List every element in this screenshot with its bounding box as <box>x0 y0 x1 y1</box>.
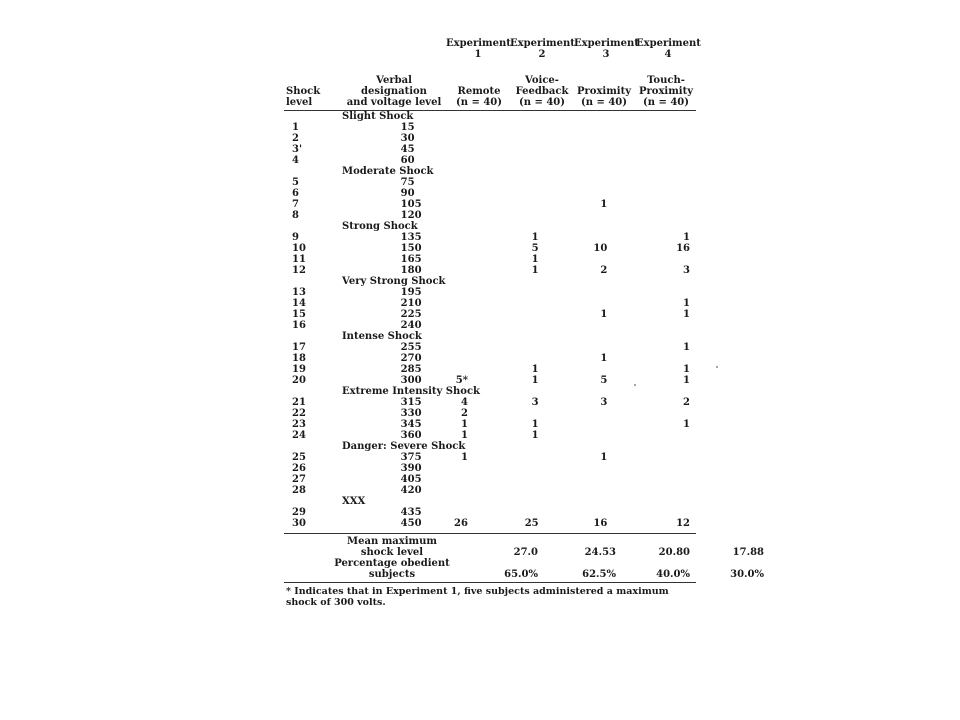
experiment-3-cell <box>559 474 628 485</box>
voltage-cell: 270 <box>400 353 422 364</box>
experiment-4-cell <box>627 155 696 166</box>
experiment-4-cell <box>627 430 696 441</box>
experiment-2-cell: 1 <box>531 265 539 276</box>
category-row <box>284 221 696 232</box>
experiment-1-cell <box>421 265 490 276</box>
voltage-cell: 300 <box>400 375 422 386</box>
experiment-4-cell <box>627 254 696 265</box>
experiment-3-cell <box>559 430 628 441</box>
shock-level-cell: 29 <box>292 507 306 518</box>
voltage-cell: 60 <box>400 155 415 166</box>
experiment-4-cell: 12 <box>676 518 690 529</box>
summary-value: 20.80 <box>658 547 690 558</box>
experiment-1-cell <box>421 199 490 210</box>
table-row <box>284 177 696 188</box>
table-row <box>284 320 696 331</box>
experiment-2-cell <box>490 507 559 518</box>
experiment-number: 4 <box>664 49 672 60</box>
voice-feedback-heading <box>512 75 572 108</box>
table-row <box>284 507 696 518</box>
table-row <box>284 122 696 133</box>
category-row <box>284 496 696 507</box>
experiment-4-cell <box>627 210 696 221</box>
shock-distribution-table <box>284 111 696 529</box>
footnote-rule <box>284 582 696 583</box>
experiment-4-cell <box>627 188 696 199</box>
category-row <box>284 276 696 287</box>
voltage-cell: 225 <box>400 309 422 320</box>
table-row <box>284 408 696 419</box>
voltage-cell: 165 <box>400 254 422 265</box>
shock-level-cell: 5 <box>292 177 299 188</box>
experiment-3-cell <box>559 298 628 309</box>
experiment-2-cell <box>490 452 559 463</box>
experiment-2-cell: 3 <box>531 397 539 408</box>
voltage-cell: 120 <box>400 210 422 221</box>
experiment-4-cell: 3 <box>683 265 690 276</box>
experiment-3-cell <box>559 254 628 265</box>
experiment-1-cell <box>421 463 490 474</box>
experiment-2-cell: 1 <box>531 364 539 375</box>
experiment-4-cell: 16 <box>676 243 690 254</box>
experiment-3-cell <box>559 133 628 144</box>
experiment-3-cell: 10 <box>593 243 608 254</box>
mean-maximum-row <box>284 536 768 558</box>
experiment-3-cell <box>559 320 628 331</box>
table-row <box>284 133 696 144</box>
shock-level-cell: 28 <box>292 485 306 496</box>
heading-line: Verbal designation <box>361 75 427 97</box>
table-row <box>284 144 696 155</box>
table-row <box>284 243 696 254</box>
experiment-4-heading <box>636 38 700 60</box>
experiment-label: Experiment <box>636 38 701 49</box>
experiment-3-cell <box>559 342 628 353</box>
shock-level-cell: 20 <box>292 375 306 386</box>
experiment-1-cell: 1 <box>461 430 468 441</box>
voltage-cell: 330 <box>400 408 422 419</box>
experiment-3-heading <box>574 38 638 60</box>
experiment-2-cell <box>490 298 559 309</box>
experiment-2-cell <box>490 287 559 298</box>
category-label: Extreme Intensity Shock <box>342 386 480 397</box>
experiment-2-cell <box>490 485 559 496</box>
heading-line: Touch- <box>647 75 685 86</box>
shock-level-cell: 18 <box>292 353 306 364</box>
shock-level-cell: 7 <box>292 199 299 210</box>
voltage-cell: 105 <box>400 199 422 210</box>
summary-label-line: subjects <box>368 569 416 580</box>
experiment-3-cell <box>559 408 628 419</box>
experiment-3-cell <box>559 122 628 133</box>
table-row <box>284 430 696 441</box>
experiment-2-heading <box>510 38 574 60</box>
summary-value: 40.0% <box>656 569 690 580</box>
shock-level-cell: 11 <box>292 254 306 265</box>
experiment-3-cell <box>559 419 628 430</box>
shock-level-cell: 22 <box>292 408 306 419</box>
voltage-cell: 15 <box>400 122 415 133</box>
experiment-4-cell <box>627 199 696 210</box>
voltage-cell: 240 <box>400 320 422 331</box>
experiment-1-cell <box>421 155 490 166</box>
shock-level-cell: 9 <box>292 232 299 243</box>
experiment-4-cell <box>627 122 696 133</box>
experiment-4-cell: 1 <box>683 375 690 386</box>
experiment-1-cell <box>421 485 490 496</box>
heading-line: Remote <box>457 86 501 97</box>
experiment-1-cell <box>421 254 490 265</box>
experiment-4-cell <box>627 133 696 144</box>
experiment-label: Experiment <box>446 38 511 49</box>
experiment-1-cell: 4 <box>461 397 468 408</box>
experiment-3-cell <box>559 287 628 298</box>
table-header <box>284 38 701 108</box>
experiment-2-cell <box>490 177 559 188</box>
experiment-4-cell: 1 <box>683 309 690 320</box>
experiment-2-cell: 5 <box>531 243 539 254</box>
voltage-cell: 285 <box>400 364 422 375</box>
experiment-1-cell: 26 <box>454 518 468 529</box>
experiment-1-cell <box>421 507 490 518</box>
category-row <box>284 111 696 122</box>
voltage-cell: 30 <box>400 133 415 144</box>
shock-level-cell: 17 <box>292 342 306 353</box>
category-label: Danger: Severe Shock <box>342 441 466 452</box>
experiment-1-cell <box>421 133 490 144</box>
heading-line: level <box>286 97 313 108</box>
shock-level-cell: 4 <box>292 155 299 166</box>
category-label: Strong Shock <box>342 221 418 232</box>
experiment-2-cell <box>490 210 559 221</box>
table-row <box>284 199 696 210</box>
experiment-2-cell <box>490 133 559 144</box>
results-table-page <box>284 38 764 608</box>
footnote: * Indicates that in Experiment 1, five subjects administered a maximum shock of 300 volts. <box>286 586 669 608</box>
experiment-3-cell <box>559 177 628 188</box>
voltage-cell: 315 <box>400 397 422 408</box>
shock-level-cell: 15 <box>292 309 306 320</box>
heading-line: and voltage level <box>346 97 442 108</box>
experiment-3-cell <box>559 232 628 243</box>
category-label: Very Strong Shock <box>342 276 446 287</box>
experiment-3-cell: 1 <box>600 199 608 210</box>
experiment-1-cell: 2 <box>461 408 468 419</box>
table-row <box>284 397 696 408</box>
experiment-1-cell <box>421 474 490 485</box>
experiment-2-cell <box>490 188 559 199</box>
experiment-number: 2 <box>538 49 546 60</box>
experiment-4-cell <box>627 320 696 331</box>
experiment-1-cell <box>421 144 490 155</box>
shock-level-heading <box>286 86 320 108</box>
verbal-designation-heading <box>342 75 446 108</box>
heading-line: Feedback <box>515 86 569 97</box>
experiment-1-cell <box>421 232 490 243</box>
experiment-3-cell: 1 <box>600 353 608 364</box>
experiment-1-cell <box>421 309 490 320</box>
voltage-cell: 375 <box>400 452 422 463</box>
experiment-2-cell <box>490 309 559 320</box>
shock-level-cell: 13 <box>292 287 306 298</box>
experiment-2-cell: 1 <box>531 254 539 265</box>
experiment-3-cell <box>559 463 628 474</box>
heading-line: Proximity <box>638 86 694 97</box>
experiment-2-cell <box>490 199 559 210</box>
summary-value: 30.0% <box>730 569 764 580</box>
experiment-label: Experiment <box>510 38 575 49</box>
proximity-heading <box>574 86 634 108</box>
experiment-3-cell <box>559 364 628 375</box>
summary-value: 17.88 <box>732 547 764 558</box>
voltage-cell: 405 <box>400 474 422 485</box>
experiment-2-cell <box>490 353 559 364</box>
shock-level-cell: 2 <box>292 133 299 144</box>
table-row <box>284 188 696 199</box>
category-row <box>284 331 696 342</box>
table-row <box>284 485 696 496</box>
category-row <box>284 441 696 452</box>
category-row <box>284 386 696 397</box>
experiment-4-cell: 1 <box>683 232 690 243</box>
experiment-4-cell <box>627 485 696 496</box>
category-label: Slight Shock <box>342 111 414 122</box>
summary-label-line: Percentage obedient <box>334 558 450 569</box>
experiment-1-cell <box>421 320 490 331</box>
shock-level-cell: 14 <box>292 298 306 309</box>
experiment-number: 1 <box>474 49 482 60</box>
remote-heading <box>450 86 508 108</box>
touch-proximity-heading <box>636 75 696 108</box>
experiment-4-cell: 2 <box>683 397 690 408</box>
experiment-1-cell <box>421 364 490 375</box>
shock-level-cell: 30 <box>292 518 306 529</box>
voltage-cell: 420 <box>400 485 422 496</box>
experiment-3-cell <box>559 144 628 155</box>
experiment-4-cell <box>627 353 696 364</box>
experiment-4-cell <box>627 144 696 155</box>
heading-line: (n = 40) <box>643 97 689 108</box>
summary-table <box>284 536 768 580</box>
table-row <box>284 287 696 298</box>
shock-level-cell: 3' <box>292 144 303 155</box>
voltage-cell: 450 <box>400 518 422 529</box>
voltage-cell: 360 <box>400 430 422 441</box>
experiment-1-cell <box>421 298 490 309</box>
category-label: Moderate Shock <box>342 166 434 177</box>
experiment-2-cell <box>490 408 559 419</box>
experiment-4-cell: 1 <box>683 419 690 430</box>
experiment-3-cell <box>559 485 628 496</box>
category-label: XXX <box>342 496 366 507</box>
experiment-2-cell <box>490 155 559 166</box>
table-row <box>284 364 696 375</box>
shock-level-cell: 24 <box>292 430 306 441</box>
experiment-4-cell <box>627 507 696 518</box>
voltage-cell: 210 <box>400 298 422 309</box>
experiment-2-cell: 25 <box>524 518 539 529</box>
category-row <box>284 166 696 177</box>
experiment-2-cell: 1 <box>531 375 539 386</box>
percentage-obedient-row <box>284 558 768 580</box>
voltage-cell: 45 <box>400 144 415 155</box>
heading-line: (n = 40) <box>519 97 565 108</box>
voltage-cell: 150 <box>400 243 422 254</box>
shock-level-cell: 12 <box>292 265 306 276</box>
shock-level-cell: 6 <box>292 188 299 199</box>
voltage-cell: 135 <box>400 232 422 243</box>
shock-level-cell: 1 <box>292 122 299 133</box>
shock-level-cell: 16 <box>292 320 306 331</box>
heading-line: Proximity <box>576 86 632 97</box>
experiment-1-heading <box>446 38 510 60</box>
experiment-4-cell <box>627 474 696 485</box>
experiment-4-cell: 1 <box>683 364 690 375</box>
table-row <box>284 232 696 243</box>
table-row <box>284 155 696 166</box>
shock-level-cell: 23 <box>292 419 306 430</box>
experiment-4-cell <box>627 452 696 463</box>
experiment-2-cell: 1 <box>531 419 539 430</box>
experiment-1-cell <box>421 210 490 221</box>
experiment-1-cell: 1 <box>461 419 468 430</box>
summary-value: 27.0 <box>513 547 538 558</box>
experiment-2-cell <box>490 122 559 133</box>
heading-line: Voice- <box>525 75 559 86</box>
table-row <box>284 518 696 529</box>
experiment-2-cell: 1 <box>531 430 539 441</box>
summary-value: 24.53 <box>584 547 616 558</box>
experiment-3-cell <box>559 507 628 518</box>
experiment-4-cell <box>627 177 696 188</box>
table-row <box>284 474 696 485</box>
experiment-3-cell <box>559 155 628 166</box>
table-row <box>284 298 696 309</box>
table-row <box>284 353 696 364</box>
experiment-1-cell <box>421 342 490 353</box>
voltage-cell: 255 <box>400 342 422 353</box>
voltage-cell: 75 <box>400 177 415 188</box>
heading-line: (n = 40) <box>456 97 502 108</box>
table-row <box>284 419 696 430</box>
experiment-3-cell: 2 <box>600 265 608 276</box>
shock-level-cell: 27 <box>292 474 306 485</box>
summary-value: 65.0% <box>504 569 538 580</box>
voltage-cell: 390 <box>400 463 422 474</box>
summary-label <box>284 558 472 580</box>
experiment-3-cell: 5 <box>600 375 608 386</box>
experiment-3-cell <box>559 210 628 221</box>
voltage-cell: 90 <box>400 188 415 199</box>
voltage-cell: 180 <box>400 265 422 276</box>
experiment-3-cell: 1 <box>600 309 608 320</box>
experiment-2-cell: 1 <box>531 232 539 243</box>
experiment-4-cell <box>627 287 696 298</box>
voltage-cell: 435 <box>400 507 422 518</box>
experiment-2-cell <box>490 144 559 155</box>
experiment-4-cell: 1 <box>683 298 690 309</box>
experiment-3-cell: 16 <box>593 518 608 529</box>
experiment-2-cell <box>490 463 559 474</box>
table-row <box>284 210 696 221</box>
table-row <box>284 265 696 276</box>
summary-label-line: shock level <box>360 547 424 558</box>
experiment-3-cell: 1 <box>600 452 608 463</box>
category-label: Intense Shock <box>342 331 422 342</box>
experiment-1-cell <box>421 243 490 254</box>
experiment-label: Experiment <box>574 38 639 49</box>
table-row <box>284 452 696 463</box>
summary-rule <box>284 533 696 534</box>
scan-speck <box>716 366 718 368</box>
experiment-3-cell <box>559 188 628 199</box>
experiment-3-cell: 3 <box>600 397 608 408</box>
voltage-cell: 345 <box>400 419 422 430</box>
table-row <box>284 254 696 265</box>
summary-label-line: Mean maximum <box>347 536 437 547</box>
experiment-4-cell <box>627 463 696 474</box>
experiment-2-cell <box>490 320 559 331</box>
experiment-1-cell <box>421 353 490 364</box>
experiment-1-cell: 1 <box>461 452 468 463</box>
voltage-cell: 195 <box>400 287 422 298</box>
table-row <box>284 342 696 353</box>
shock-level-cell: 10 <box>292 243 306 254</box>
shock-level-cell: 8 <box>292 210 299 221</box>
experiment-1-cell <box>421 188 490 199</box>
shock-level-cell: 25 <box>292 452 306 463</box>
heading-line: Shock <box>286 86 321 97</box>
experiment-4-cell <box>627 408 696 419</box>
experiment-1-cell: 5* <box>455 375 468 386</box>
experiment-1-cell <box>421 287 490 298</box>
heading-line: (n = 40) <box>581 97 627 108</box>
experiment-4-cell: 1 <box>683 342 690 353</box>
table-row <box>284 309 696 320</box>
shock-level-cell: 19 <box>292 364 306 375</box>
summary-label <box>284 536 472 558</box>
table-row <box>284 463 696 474</box>
experiment-2-cell <box>490 342 559 353</box>
experiment-1-cell <box>421 177 490 188</box>
experiment-number: 3 <box>602 49 610 60</box>
summary-value: 62.5% <box>582 569 616 580</box>
experiment-1-cell <box>421 122 490 133</box>
shock-level-cell: 21 <box>292 397 306 408</box>
experiment-2-cell <box>490 474 559 485</box>
scan-speck <box>634 384 636 386</box>
shock-level-cell: 26 <box>292 463 306 474</box>
